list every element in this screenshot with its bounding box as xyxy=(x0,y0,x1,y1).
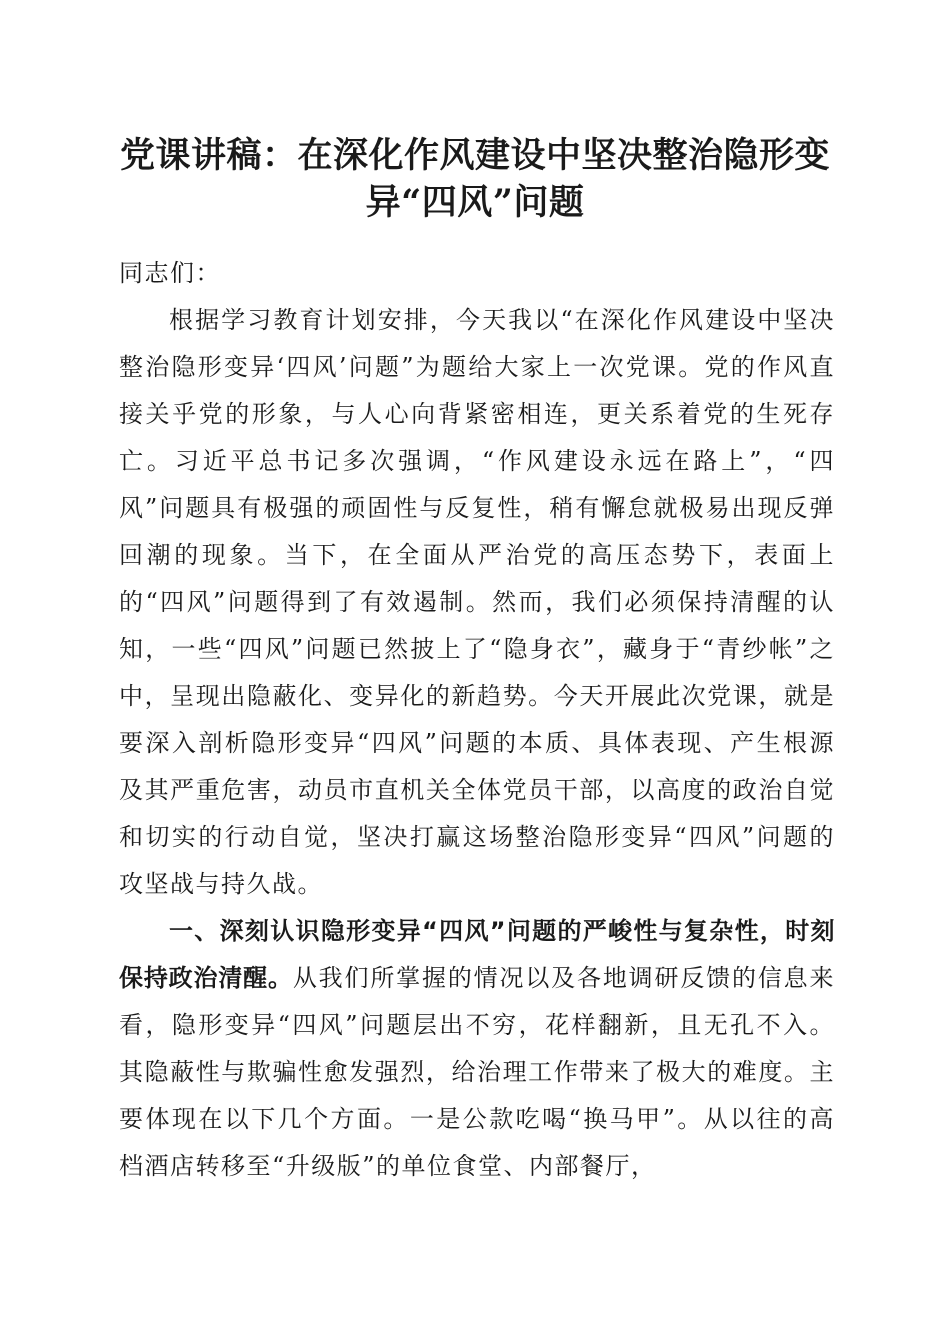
title-line-2: 异“四风”问题 xyxy=(365,182,585,223)
document-title xyxy=(100,132,850,226)
section-1-text: 从我们所掌握的情况以及各地调研反馈的信息来看，隐形变异“四风”问题层出不穷，花样翻新，且无孔不入。其隐蔽性与欺骗性愈发强烈，给治理工作带来了极大的难度。主要体现在以下几个方面。一是公款吃喝“换马甲”。从以往的高档酒店转移至“升级版”的单位食堂、内部餐厅， xyxy=(119,964,836,1180)
document-body xyxy=(119,250,835,1190)
paragraph-section-1 xyxy=(119,908,835,1190)
paragraph-intro: 根据学习教育计划安排，今天我以“在深化作风建设中坚决整治隐形变异‘四风’问题”为题给大家上一次党课。党的作风直接关乎党的形象，与人心向背紧密相连，更关系着党的生死存亡。习近平总书记多次强调，“作风建设永远在路上”，“四风”问题具有极强的顽固性与反复性，稍有懈怠就极易出现反弹回潮的现象。当下，在全面从严治党的高压态势下，表面上的“四风”问题得到了有效遏制。然而，我们必须保持清醒的认知，一些“四风”问题已然披上了“隐身衣”，藏身于“青纱帐”之中，呈现出隐蔽化、变异化的新趋势。今天开展此次党课，就是要深入剖析隐形变异“四风”问题的本质、具体表现、产生根源及其严重危害，动员市直机关全体党员干部，以高度的政治自觉和切实的行动自觉，坚决打赢这场整治隐形变异“四风”问题的攻坚战与持久战。 xyxy=(119,306,835,898)
salutation: 同志们： xyxy=(119,259,221,287)
section-1-heading: 一、深刻认识隐形变异“四风”问题的严峻性与复杂性，时刻保持政治清醒。 xyxy=(119,917,835,992)
title-line-1: 党课讲稿：在深化作风建设中坚决整治隐形变 xyxy=(119,135,830,176)
